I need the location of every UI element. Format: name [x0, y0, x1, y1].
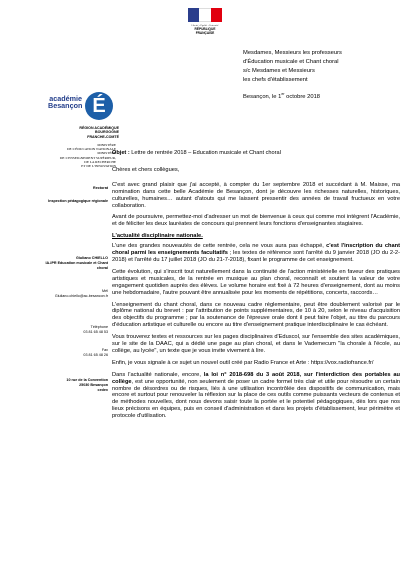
paragraph-text: L'une des grandes nouveautés de cette rentrée, cela ne vous aura pas échappé,: [112, 243, 327, 250]
recipient-line: s/c Mesdames et Messieurs: [243, 68, 315, 74]
sender-fax: [10, 348, 108, 358]
republic-name: RÉPUBLIQUE FRANÇAISE: [194, 27, 216, 35]
sender-phone: [10, 325, 108, 335]
fax-value: 03 81 65 48 26: [83, 352, 108, 357]
region-line: BOURGOGNE: [95, 130, 119, 135]
academy-e-icon: É: [85, 92, 113, 120]
recipient-line: d'Éducation musicale et Chant choral: [243, 59, 339, 65]
sender-role: IA-IPR Education musicale et Chant: [45, 260, 108, 265]
paragraph: L'enseignement du chant choral, dans ce nouveau cadre réglementaire, peut être doublement valorisé par le diplôme national du brevet : par l'attribution de points supplémentaires, de 10 à 20, selon le niveau d'acquisition des objectifs du programme ; par la soutenance de l'épreuve orale dont il peut faire l'objet, au titre du parcours d'éducation artistique et culturelle ou encore au titre d'enseignement pratique interdisciplinaire le cas échéant.: [112, 301, 400, 329]
ministry-line: DE L'ENSEIGNEMENT SUPÉRIEUR,: [59, 155, 116, 160]
paragraph: Cette évolution, qui s'inscrit tout naturellement dans la continuité de l'action ministérielle en faveur des pratiques artistiques et musicales, de la rentrée en musique au plan choral, reconnaît et soutient la valeur de votre engagement quotidien auprès des élèves. Le volume horaire est fixé à 72 heures d'enseignement, dont au moins une hebdomadaire, l'autre pouvant être annualisée pour les moments de répétitions, concerts, raccords…: [112, 268, 400, 296]
date-sup: er: [281, 92, 285, 96]
sender-identity: [10, 256, 108, 270]
paragraph: Vous trouverez textes et ressources sur les pages disciplinaires d'Eduscol, sur l'ensemble des sites académiques, sur le site de la DAAC, qui a dédié une page au plan choral, et dans le Vademecum "la chorale à l'école, au collège, au lycée", un texte que je vous invite vivement à lire.: [112, 334, 400, 354]
letter-body: [112, 150, 400, 425]
recipient-line: Mesdames, Messieurs les professeurs: [243, 50, 342, 56]
paragraph: Avant de poursuivre, permettez-moi d'adresser un mot de bienvenue à ceux qui comme moi intègrent l'Académie, et de féliciter les deux lauréates de concours qui prennent leurs fonctions d'enseignantes stagiaires.: [112, 214, 400, 228]
sender-inspection: [10, 199, 108, 204]
sender-rectorat: [10, 186, 108, 191]
mail-value[interactable]: Giuliano.chiello@ac-besancon.fr: [54, 293, 108, 298]
section-title: L'actualité disciplinaire nationale.: [112, 233, 203, 240]
inspection-label: Inspection pédagogique régionale: [48, 199, 108, 203]
region-line: RÉGION ACADÉMIQUE: [79, 126, 119, 130]
paragraph-emphasis: c'est l'inscription du chant choral parmi les enseignements facultatifs: [112, 243, 400, 257]
sender-role: choral: [96, 265, 108, 270]
region-line: FRANCHE-COMTÉ: [87, 134, 119, 139]
academy-city: Besançon: [48, 101, 83, 110]
french-flag-icon: [188, 8, 222, 22]
object-label: Objet :: [112, 150, 130, 156]
paragraph-emphasis: la loi n° 2018-698 du 3 août 2018, sur l'interdiction des portables au collège: [112, 371, 400, 385]
academy-region: [49, 126, 119, 139]
marianne-logo: [186, 8, 224, 48]
rectorat-label: Rectorat: [93, 186, 108, 190]
recipient-line: les chefs d'établissement: [243, 77, 308, 83]
paragraph-text: ; les textes de référence sont l'arrêté du 9 janvier 2018 (JO du 2-2-2018) et l'arrêté du 17 juillet 2018 (JO du 21-7-2018), fixant le programme de cet enseignement.: [112, 250, 400, 263]
address-line: 25030 Besançon: [79, 382, 108, 387]
ministry-line: DE LA RECHERCHE: [84, 159, 116, 164]
mail-label: Mél: [102, 289, 108, 293]
ministry-line: MINISTÈRE: [97, 151, 116, 156]
date-prefix: Besançon, le 1: [243, 93, 282, 100]
sender-name: Giuliano CHIELLO: [76, 256, 108, 260]
academy-word: académie: [49, 94, 82, 103]
ministry-block: [12, 143, 116, 168]
paragraph-text: , est une opportunité, non seulement de poser un cadre formel très clair et utile pour résoudre un certain nombre de désordres ou de risques, liés à une utilisation incontrôlée des dispositifs de communication, mais encore et surtout pour renouveler la réflexion sur la place de ces outils comme puissants vecteurs de contenus et de méthodes nouvelles, dont nous devons saisir toute la portée et le potentiel pédagogiques, dès lors que nos lieux précisons en équipes, puis en conseil d'administration et dans les projets d'établissement, leur périmètre et protocole d'utilisation.: [112, 378, 400, 420]
academy-wordmark: [48, 95, 82, 109]
date-suffix: octobre 2018: [284, 93, 321, 100]
phone-label: Téléphone: [90, 325, 108, 329]
address-line: cedex: [97, 387, 108, 392]
republic-motto: Liberté • Égalité • Fraternité: [191, 24, 219, 27]
letter-object: [112, 150, 400, 157]
sender-mail: [10, 289, 108, 299]
recipients-block: [243, 49, 403, 85]
address-line: 10 rue de la Convention: [66, 378, 108, 382]
fax-label: Fax: [101, 348, 108, 352]
paragraph: [112, 243, 400, 264]
greeting: Chères et chers collègues,: [112, 166, 180, 173]
object-text: Lettre de rentrée 2018 – Education musicale et Chant choral: [129, 150, 281, 156]
letter-date: [243, 92, 320, 100]
paragraph-text: Dans l'actualité nationale, encore,: [112, 371, 204, 378]
ministry-line: ET DE L'INNOVATION: [81, 164, 116, 169]
paragraph: Enfin, je vous signale à ce sujet un nouvel outil créé par Radio France et Arte : https://vox.radiofrance.fr/: [112, 359, 374, 366]
paragraph: [112, 372, 400, 420]
sender-address: [10, 378, 108, 392]
ministry-line: MINISTÈRE: [97, 143, 116, 147]
phone-value: 03 81 65 48 53: [83, 329, 108, 334]
ministry-line: DE L'ÉDUCATION NATIONALE: [66, 147, 116, 152]
academy-logo: [48, 92, 118, 124]
paragraph: C'est avec grand plaisir que j'ai accepté, à compter du 1er septembre 2018 et succédant à M. Maisse, ma nomination dans cette belle Académie de Besançon, dont je découvre les richesses naturelles, historiques, culturelles, humaines… autant d'atouts qui me laissent pressentir des années de travail fructueux en votre collaboration.: [112, 181, 400, 209]
